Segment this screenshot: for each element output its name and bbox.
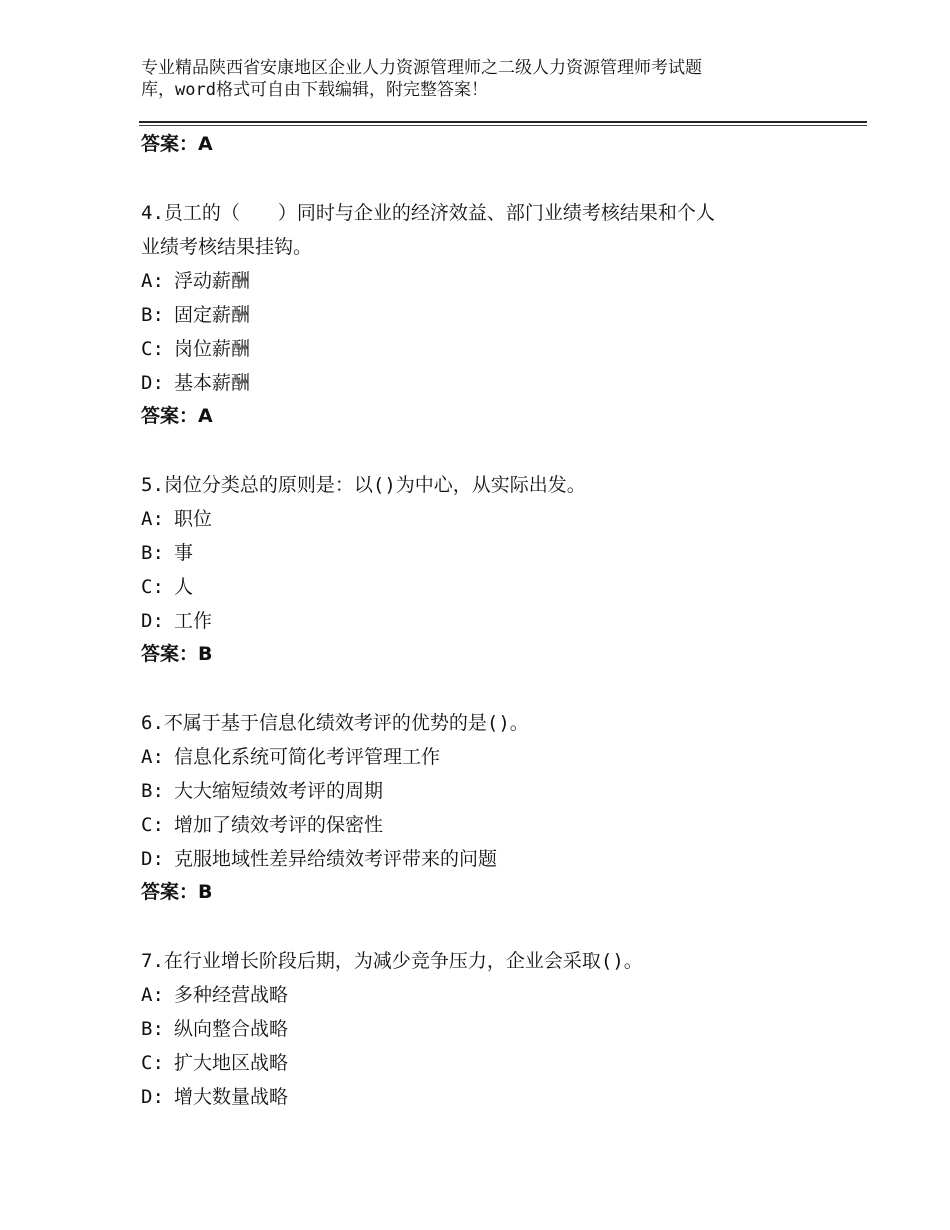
question-4 bbox=[141, 196, 861, 432]
answer-label: 答案： bbox=[141, 133, 199, 155]
option-text: 信息化系统可简化考评管理工作 bbox=[174, 746, 441, 768]
question-6-option-a bbox=[141, 740, 861, 774]
question-4-option-d bbox=[141, 366, 861, 400]
option-letter: B: bbox=[141, 304, 164, 326]
option-text: 工作 bbox=[174, 610, 213, 632]
question-5-option-b bbox=[141, 536, 861, 570]
option-text: 扩大地区战略 bbox=[174, 1052, 289, 1074]
answer-label: 答案： bbox=[141, 881, 199, 903]
option-text: 岗位薪酬 bbox=[174, 338, 251, 360]
option-letter: B: bbox=[141, 1018, 164, 1040]
answer-label: 答案： bbox=[141, 643, 199, 665]
answer-line-q6 bbox=[141, 876, 861, 908]
option-letter: C: bbox=[141, 338, 164, 360]
answer-value: A bbox=[198, 133, 213, 155]
option-text: 事 bbox=[174, 542, 194, 564]
answer-line-q3 bbox=[141, 128, 861, 160]
answer-value: A bbox=[198, 405, 213, 427]
header-rule-thin bbox=[139, 125, 867, 126]
question-5-option-a bbox=[141, 502, 861, 536]
option-text: 纵向整合战略 bbox=[174, 1018, 289, 1040]
question-4-option-a bbox=[141, 264, 861, 298]
question-7-option-d bbox=[141, 1080, 861, 1114]
question-7-text-line-1: 7.在行业增长阶段后期，为减少竞争压力，企业会采取()。 bbox=[141, 950, 643, 972]
option-letter: B: bbox=[141, 542, 164, 564]
option-letter: D: bbox=[141, 610, 164, 632]
question-5-option-d bbox=[141, 604, 861, 638]
option-letter: A: bbox=[141, 270, 164, 292]
option-text: 浮动薪酬 bbox=[174, 270, 251, 292]
question-4-text-line-2: 业绩考核结果挂钩。 bbox=[141, 236, 313, 258]
question-6-option-d bbox=[141, 842, 861, 876]
questions-content bbox=[141, 128, 861, 1114]
header-title-line-2: 库，word格式可自由下载编辑，附完整答案！ bbox=[141, 80, 488, 100]
question-4-option-c bbox=[141, 332, 861, 366]
option-letter: D: bbox=[141, 1086, 164, 1108]
question-7 bbox=[141, 944, 861, 1114]
option-letter: C: bbox=[141, 814, 164, 836]
answer-value: B bbox=[198, 643, 213, 665]
option-text: 固定薪酬 bbox=[174, 304, 251, 326]
question-6-option-b bbox=[141, 774, 861, 808]
question-5 bbox=[141, 468, 861, 670]
answer-line-q4 bbox=[141, 400, 861, 432]
page-header bbox=[141, 57, 841, 101]
question-6-text-line-1: 6.不属于基于信息化绩效考评的优势的是()。 bbox=[141, 712, 529, 734]
option-letter: C: bbox=[141, 576, 164, 598]
header-title-line-1: 专业精品陕西省安康地区企业人力资源管理师之二级人力资源管理师考试题 bbox=[141, 58, 702, 78]
question-7-option-b bbox=[141, 1012, 861, 1046]
question-4-text-line-1: 4.员工的（ ）同时与企业的经济效益、部门业绩考核结果和个人 bbox=[141, 202, 715, 224]
question-6-option-c bbox=[141, 808, 861, 842]
question-4-option-b bbox=[141, 298, 861, 332]
option-letter: D: bbox=[141, 372, 164, 394]
option-text: 职位 bbox=[174, 508, 213, 530]
answer-line-q5 bbox=[141, 638, 861, 670]
answer-value: B bbox=[198, 881, 213, 903]
option-text: 大大缩短绩效考评的周期 bbox=[174, 780, 384, 802]
option-text: 多种经营战略 bbox=[174, 984, 289, 1006]
answer-label: 答案： bbox=[141, 405, 199, 427]
option-letter: A: bbox=[141, 508, 164, 530]
option-letter: A: bbox=[141, 746, 164, 768]
option-text: 人 bbox=[174, 576, 194, 598]
question-6 bbox=[141, 706, 861, 908]
option-text: 克服地域性差异给绩效考评带来的问题 bbox=[174, 848, 498, 870]
option-letter: B: bbox=[141, 780, 164, 802]
option-text: 增加了绩效考评的保密性 bbox=[174, 814, 384, 836]
option-letter: C: bbox=[141, 1052, 164, 1074]
option-letter: A: bbox=[141, 984, 164, 1006]
question-7-option-a bbox=[141, 978, 861, 1012]
option-text: 基本薪酬 bbox=[174, 372, 251, 394]
question-5-text-line-1: 5.岗位分类总的原则是：以()为中心，从实际出发。 bbox=[141, 474, 586, 496]
option-letter: D: bbox=[141, 848, 164, 870]
option-text: 增大数量战略 bbox=[174, 1086, 289, 1108]
question-7-option-c bbox=[141, 1046, 861, 1080]
header-rule-thick bbox=[139, 121, 867, 123]
question-5-option-c bbox=[141, 570, 861, 604]
